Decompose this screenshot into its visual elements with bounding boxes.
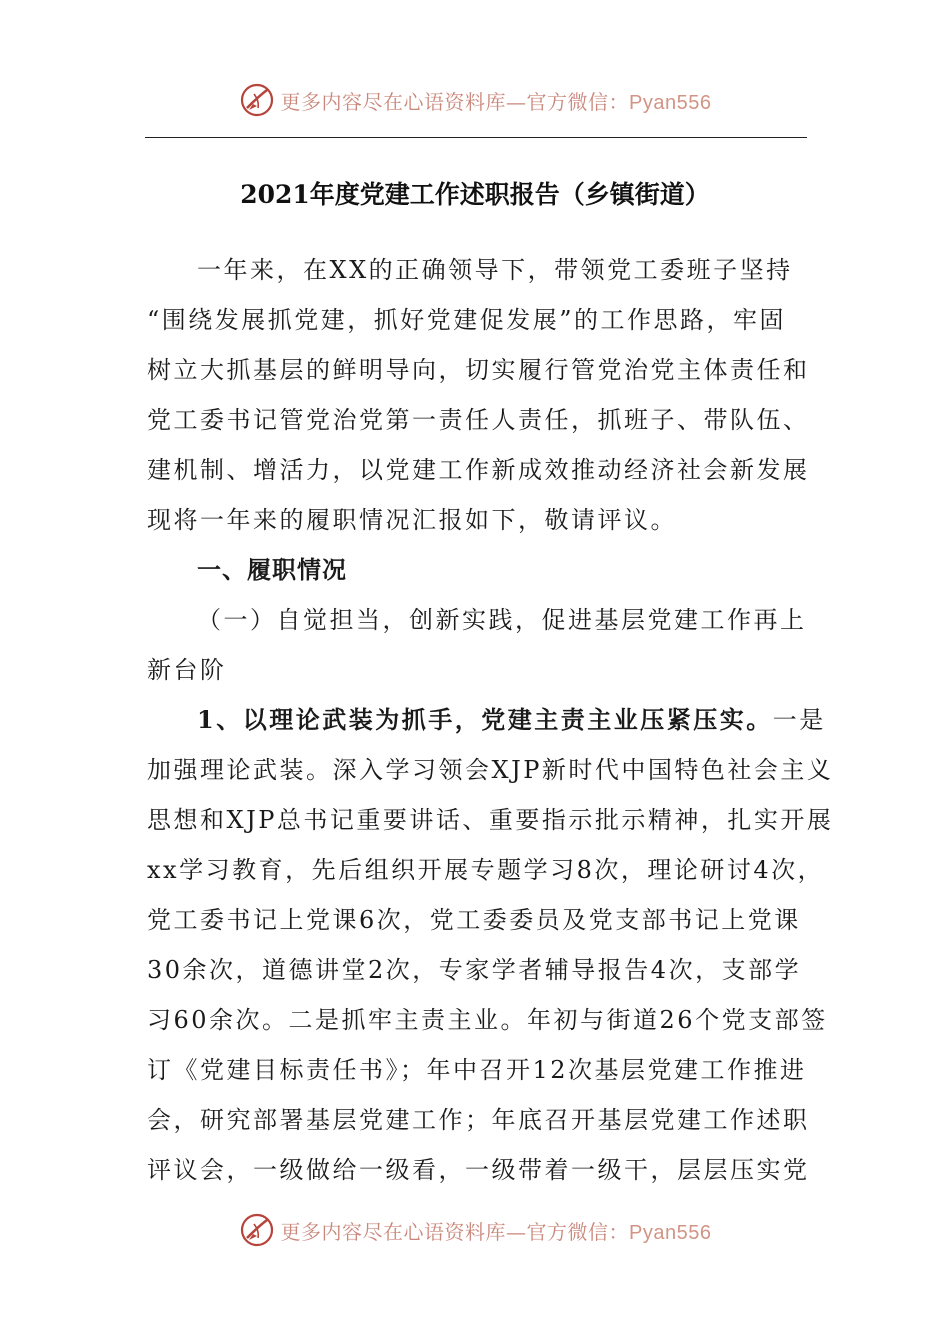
- paragraph-lead-tail: 一是: [772, 706, 826, 734]
- header-watermark-banner: [0, 78, 950, 122]
- text-line: 一年来，在XX的正确领导下，带领党工委班子坚持: [197, 256, 793, 284]
- document-body: [147, 245, 834, 1195]
- banner-main-text: 更多内容尽在心语资料库—官方微信：: [280, 89, 630, 114]
- text-line: 30余次，道德讲堂2次，专家学者辅导报告4次，支部学: [147, 956, 802, 984]
- text-line: 新台阶: [147, 656, 227, 684]
- text-line: 评议会，一级做给一级看，一级带着一级干，层层压实党: [147, 1156, 810, 1184]
- banner-wechat-id: Pyan556: [629, 1221, 712, 1244]
- pen-logo-icon: [239, 82, 275, 118]
- text-line: “围绕发展抓党建，抓好党建促发展”的工作思路，牢固: [147, 306, 787, 334]
- pen-logo-icon: [239, 1212, 275, 1248]
- text-line: 习60余次。二是抓牢主责主业。年初与街道26个党支部签: [147, 1006, 828, 1034]
- banner-main-text: 更多内容尽在心语资料库—官方微信：: [280, 1219, 630, 1244]
- document-title: 2021年度党建工作述职报告（乡镇街道）: [240, 180, 710, 209]
- text-line: 思想和XJP总书记重要讲话、重要指示批示精神，扎实开展: [147, 806, 834, 834]
- footer-watermark-banner: [0, 1208, 950, 1252]
- paragraph-lead-line: [147, 695, 826, 745]
- text-line: 树立大抓基层的鲜明导向，切实履行管党治党主体责任和: [147, 356, 810, 384]
- paragraph-lead-bold: 1、以理论武装为抓手，党建主责主业压紧压实。: [197, 705, 773, 734]
- text-line: 现将一年来的履职情况汇报如下，敬请评议。: [147, 506, 677, 534]
- text-line: 会，研究部署基层党建工作；年底召开基层党建工作述职: [147, 1106, 810, 1134]
- text-line: 建机制、增活力，以党建工作新成效推动经济社会新发展: [147, 456, 810, 484]
- section-heading: 一、履职情况: [197, 555, 347, 584]
- text-line: 订《党建目标责任书》；年中召开12次基层党建工作推进: [147, 1056, 807, 1084]
- banner-text: [281, 86, 712, 115]
- banner-wechat-id: Pyan556: [629, 91, 712, 114]
- banner-text: [281, 1216, 712, 1245]
- text-line: xx学习教育，先后组织开展专题学习8次，理论研讨4次，: [147, 856, 825, 884]
- text-line: 党工委书记上党课6次，党工委委员及党支部书记上党课: [147, 906, 801, 934]
- text-line: 党工委书记管党治党第一责任人责任，抓班子、带队伍、: [147, 406, 810, 434]
- header-divider: [145, 137, 807, 138]
- text-line: 加强理论武装。深入学习领会XJP新时代中国特色社会主义: [147, 756, 834, 784]
- subsection-heading: （一）自觉担当，创新实践，促进基层党建工作再上: [197, 606, 807, 634]
